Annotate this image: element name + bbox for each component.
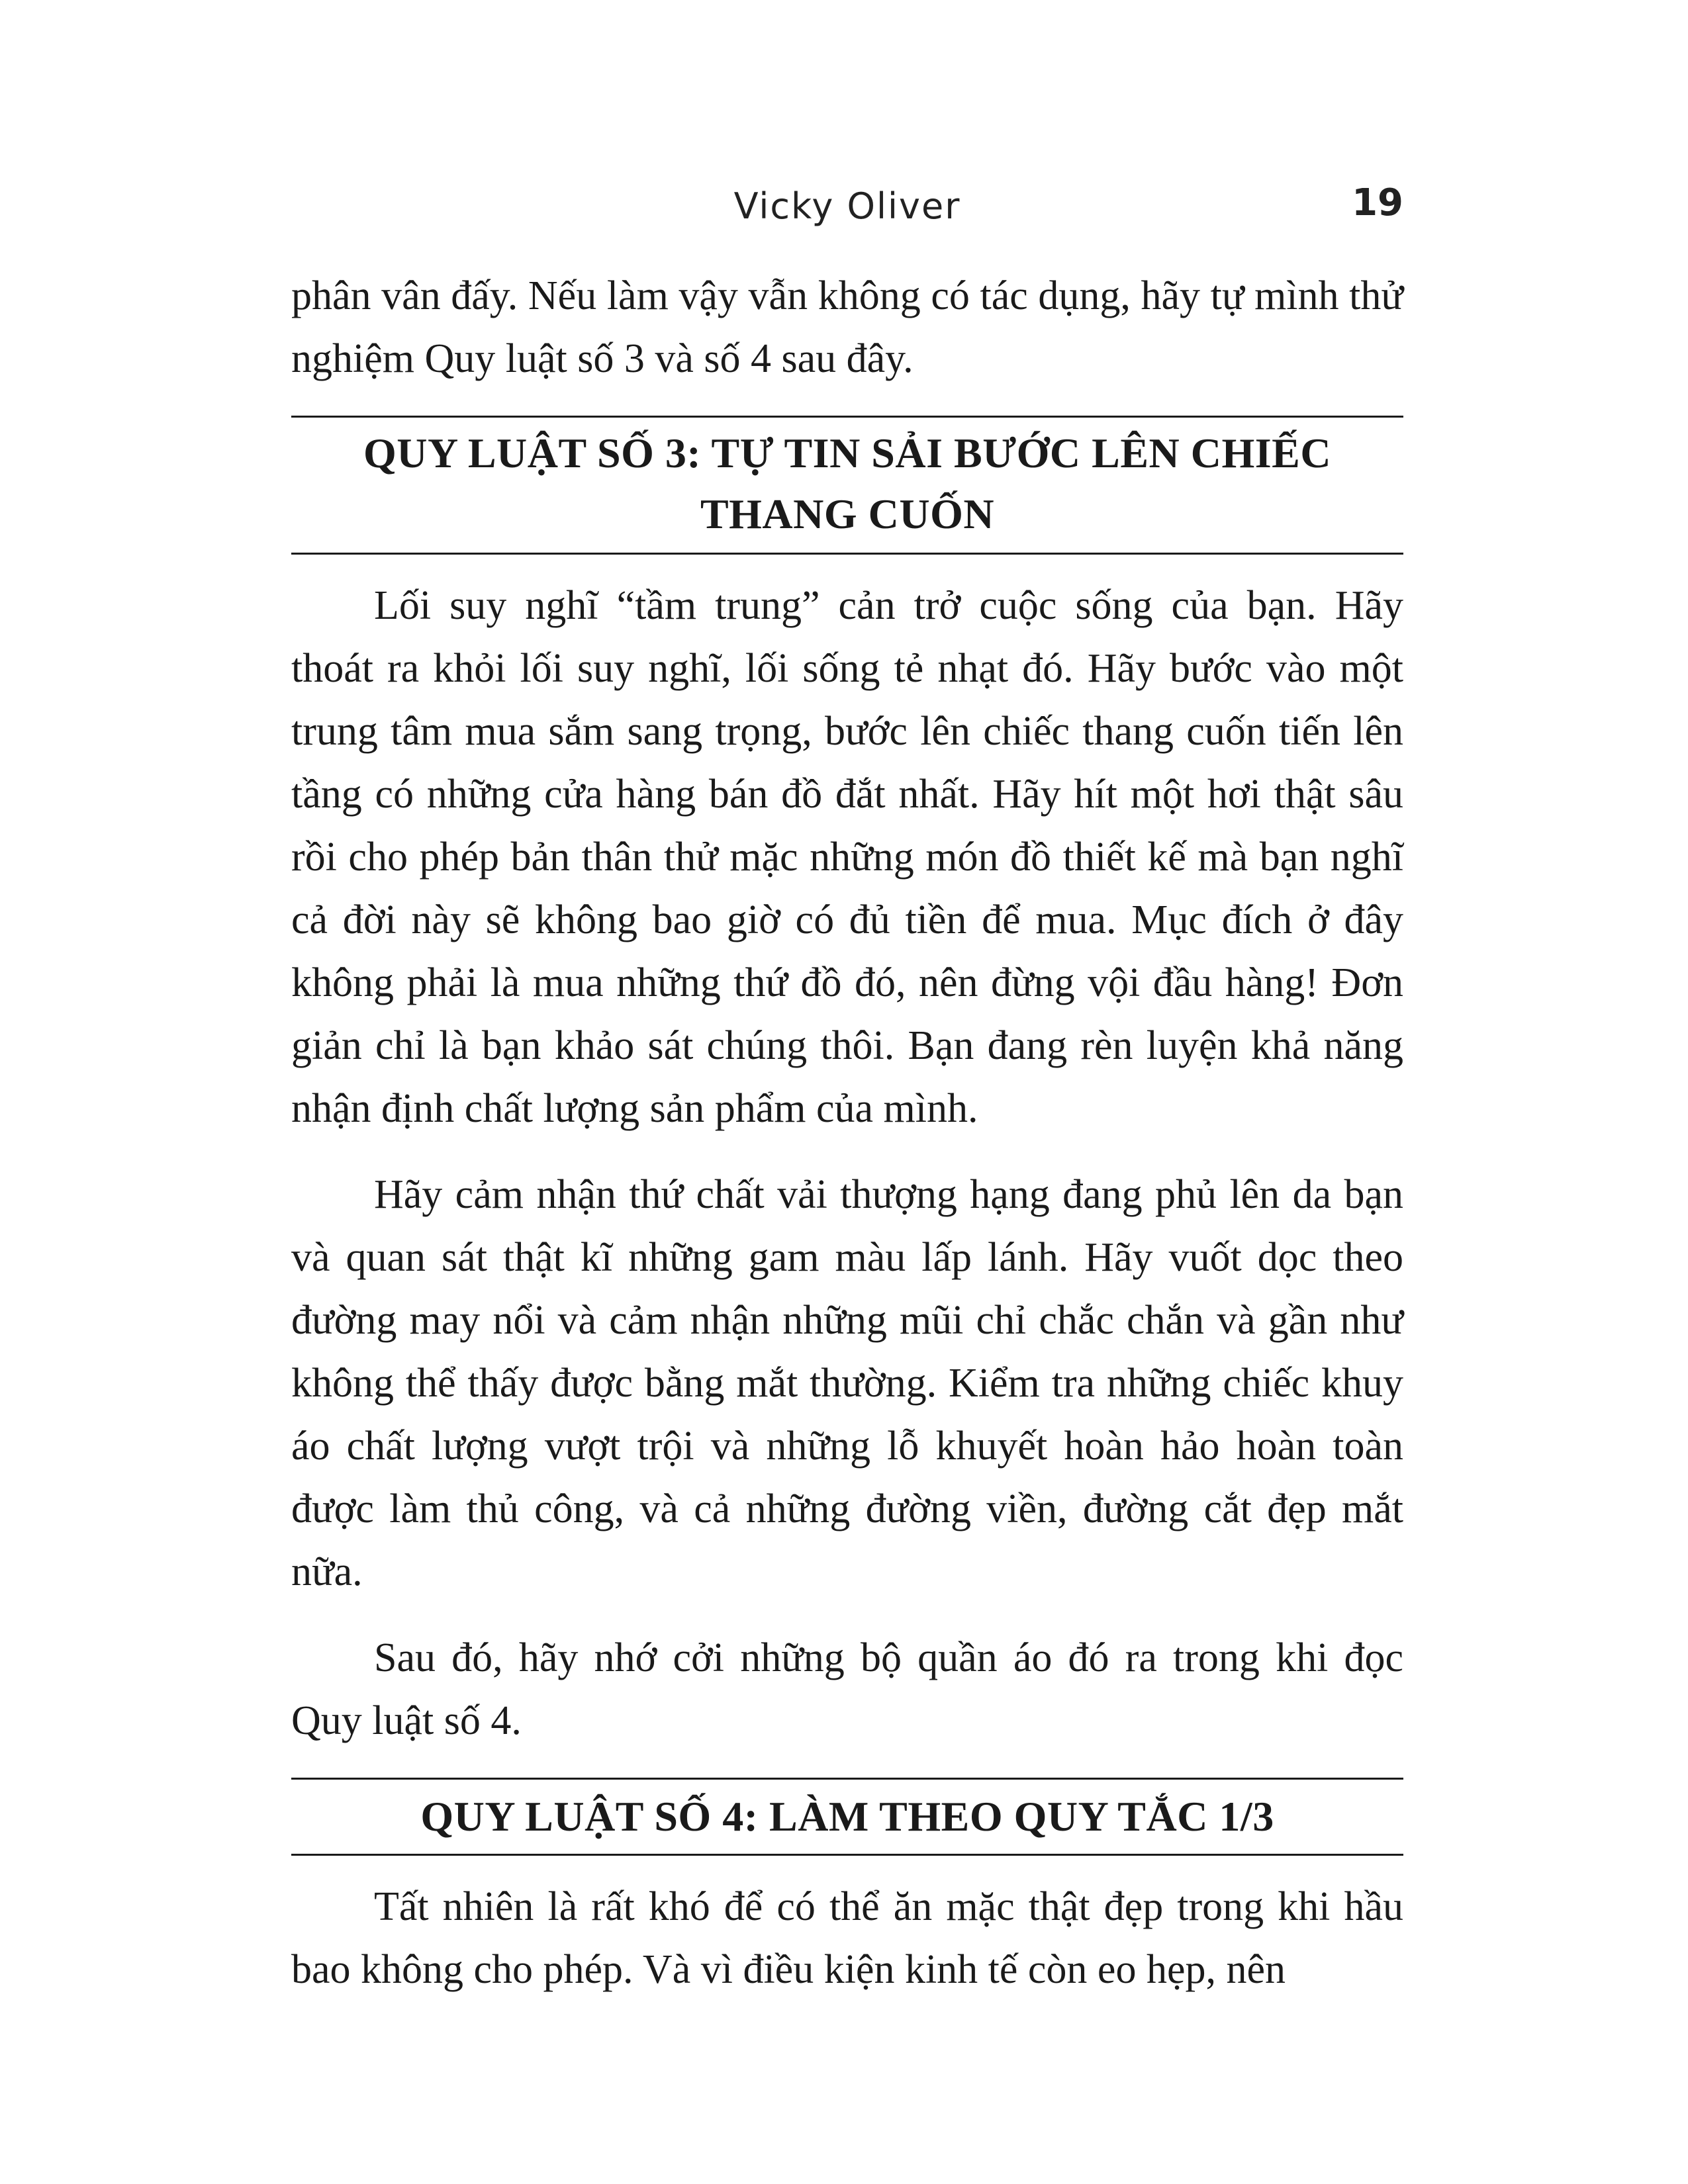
- rule-4-heading-text: QUY LUẬT SỐ 4: LÀM THEO QUY TẮC 1/3: [420, 1793, 1274, 1840]
- rule-4-heading: [291, 1778, 1403, 1856]
- header-author: Vicky Oliver: [733, 185, 961, 227]
- page-content: [291, 265, 1403, 2001]
- rule-3-heading: [291, 416, 1403, 555]
- rule-3-heading-line-1: QUY LUẬT SỐ 3: TỰ TIN SẢI BƯỚC LÊN CHIẾC: [363, 430, 1332, 477]
- rule-3-paragraph-3: Sau đó, hãy nhớ cởi những bộ quần áo đó ra trong khi đọc Quy luật số 4.: [291, 1635, 1403, 1743]
- running-header: [291, 179, 1403, 238]
- rule-4-paragraph-1: Tất nhiên là rất khó để có thể ăn mặc thật đẹp trong khi hầu bao không cho phép. Và vì điều kiện kinh tế còn eo hẹp, nên: [291, 1884, 1403, 1992]
- rule-3-paragraph-2: Hãy cảm nhận thứ chất vải thượng hạng đang phủ lên da bạn và quan sát thật kĩ những gam màu lấp lánh. Hãy vuốt dọc theo đường may nổi và cảm nhận những mũi chỉ chắc chắn và gần như không thể thấy được bằng mắt thường. Kiểm tra những chiếc khuy áo chất lượng vượt trội và những lỗ khuyết hoàn hảo hoàn toàn được làm thủ công, và cả những đường viền, đường cắt đẹp mắt nữa.: [291, 1172, 1403, 1594]
- rule-3-paragraph-1: Lối suy nghĩ “tầm trung” cản trở cuộc sống của bạn. Hãy thoát ra khỏi lối suy nghĩ, lối sống tẻ nhạt đó. Hãy bước vào một trung tâm mua sắm sang trọng, bước lên chiếc thang cuốn tiến lên tầng có những cửa hàng bán đồ đắt nhất. Hãy hít một hơi thật sâu rồi cho phép bản thân thử mặc những món đồ thiết kế mà bạn nghĩ cả đời này sẽ không bao giờ có đủ tiền để mua. Mục đích ở đây không phải là mua những thứ đồ đó, nên đừng vội đầu hàng! Đơn giản chỉ là bạn khảo sát chúng thôi. Bạn đang rèn luyện khả năng nhận định chất lượng sản phẩm của mình.: [291, 583, 1403, 1131]
- page-number: 19: [1352, 181, 1403, 224]
- rule-3-heading-line-2: THANG CUỐN: [700, 490, 995, 537]
- intro-paragraph: phân vân đấy. Nếu làm vậy vẫn không có tác dụng, hãy tự mình thử nghiệm Quy luật số 3 và số 4 sau đây.: [291, 273, 1403, 381]
